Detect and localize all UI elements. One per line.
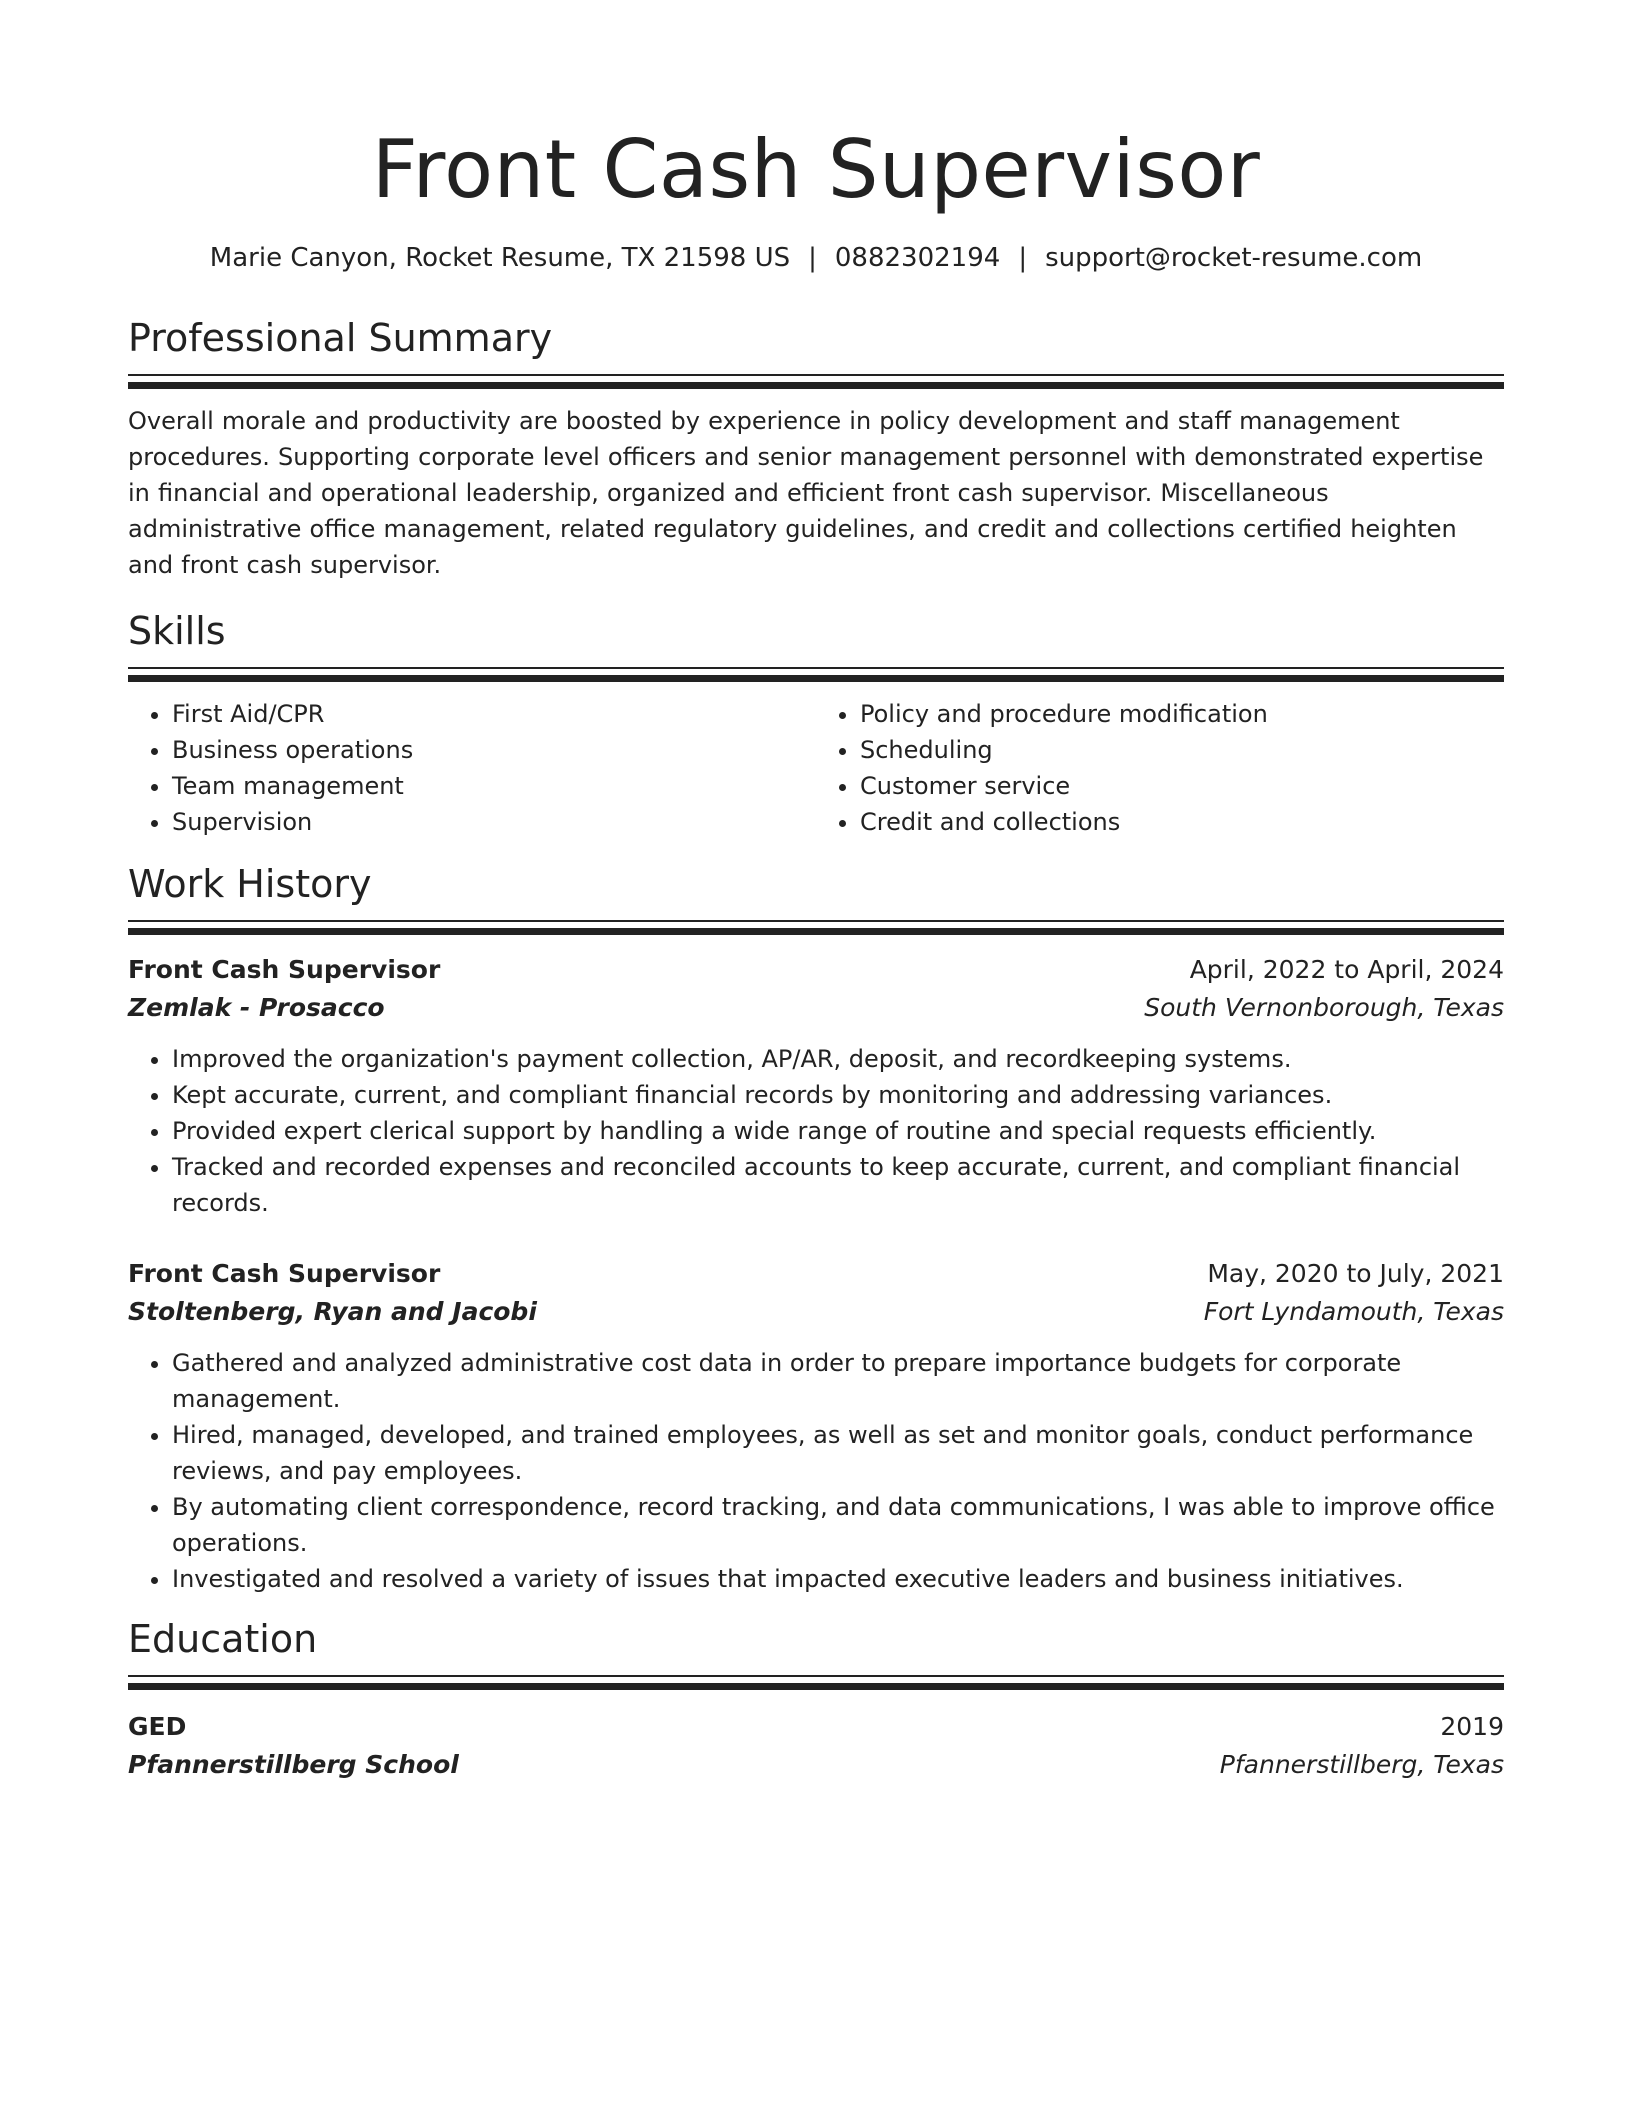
job-location: Fort Lyndamouth, Texas [1203, 1297, 1504, 1326]
job-bullet: • Investigated and resolved a variety of issues that impacted executive leaders and business initiatives. [172, 1561, 1504, 1597]
section-divider-thin [128, 920, 1504, 922]
skills-grid [128, 696, 1504, 840]
job-dates: May, 2020 to July, 2021 [1207, 1259, 1504, 1288]
job-bullets [128, 1345, 1504, 1597]
skills-heading: Skills [128, 609, 226, 653]
skill-item: • Credit and collections [860, 804, 1504, 840]
contact-separator: | [1018, 243, 1028, 273]
job-bullet: • Improved the organization's payment collection, AP/AR, deposit, and recordkeeping systems. [172, 1041, 1504, 1077]
work-history-heading: Work History [128, 862, 372, 906]
job-company-row [128, 989, 1504, 1027]
job-header-row [128, 951, 1504, 989]
job-bullet: • Provided expert clerical support by handling a wide range of routine and special requests efficiently. [172, 1113, 1504, 1149]
skill-item: • Team management [172, 768, 816, 804]
contact-line [128, 240, 1504, 276]
section-divider-thick [128, 675, 1504, 682]
section-divider-thick [128, 382, 1504, 389]
resume-title: Front Cash Supervisor [371, 123, 1261, 216]
contact-email: support@rocket-resume.com [1045, 243, 1423, 273]
summary-section [128, 314, 1504, 583]
skill-item: • Customer service [860, 768, 1504, 804]
section-divider-thick [128, 1683, 1504, 1690]
job-header-row [128, 1255, 1504, 1293]
contact-separator: | [808, 243, 817, 273]
summary-text: Overall morale and productivity are boosted by experience in policy development and staff management procedures. Supporting corporate level officers and senior management personnel with demonstrated expertise in financial and operational leadership, organized and efficient front cash supervisor. Miscellaneous administrative office management, related regulatory guidelines, and credit and collections certified heighten and front cash supervisor. [128, 407, 1484, 579]
education-school: Pfannerstillberg School [128, 1750, 459, 1779]
job-title: Front Cash Supervisor [128, 1259, 441, 1288]
skill-item: • First Aid/CPR [172, 696, 816, 732]
education-header-row [128, 1708, 1504, 1746]
job-bullet: • Gathered and analyzed administrative cost data in order to prepare importance budgets for corporate management. [172, 1345, 1504, 1417]
section-divider-thin [128, 374, 1504, 376]
education-entry [128, 1708, 1504, 1784]
job-company-row [128, 1293, 1504, 1331]
skills-section [128, 607, 1504, 840]
job-dates: April, 2022 to April, 2024 [1189, 955, 1504, 984]
job-entry [128, 1255, 1504, 1597]
education-school-row [128, 1746, 1504, 1784]
education-degree: GED [128, 1712, 187, 1741]
job-bullet: • Kept accurate, current, and compliant financial records by monitoring and addressing variances. [172, 1077, 1504, 1113]
contact-phone: 0882302194 [834, 243, 1001, 273]
skill-item: • Business operations [172, 732, 816, 768]
skill-item: • Policy and procedure modification [860, 696, 1504, 732]
job-company: Zemlak - Prosacco [128, 993, 385, 1022]
job-title: Front Cash Supervisor [128, 955, 441, 984]
skill-item: • Scheduling [860, 732, 1504, 768]
section-divider-thin [128, 1675, 1504, 1677]
job-location: South Vernonborough, Texas [1144, 993, 1504, 1022]
section-divider-thin [128, 667, 1504, 669]
skill-item: • Supervision [172, 804, 816, 840]
education-section [128, 1615, 1504, 1784]
job-entry [128, 951, 1504, 1221]
education-year: 2019 [1440, 1712, 1504, 1741]
summary-heading: Professional Summary [128, 316, 553, 360]
job-company: Stoltenberg, Ryan and Jacobi [128, 1297, 537, 1326]
work-history-section [128, 860, 1504, 1597]
section-divider-thick [128, 928, 1504, 935]
skills-column-left [128, 696, 816, 840]
education-location: Pfannerstillberg, Texas [1219, 1750, 1504, 1779]
job-bullet: • Tracked and recorded expenses and reconciled accounts to keep accurate, current, and compliant financial records. [172, 1149, 1504, 1221]
job-bullets [128, 1041, 1504, 1221]
education-heading: Education [128, 1617, 318, 1661]
job-bullet: • By automating client correspondence, record tracking, and data communications, I was able to improve office operations. [172, 1489, 1504, 1561]
contact-address: Marie Canyon, Rocket Resume, TX 21598 US [209, 243, 791, 273]
job-bullet: • Hired, managed, developed, and trained employees, as well as set and monitor goals, conduct performance reviews, and pay employees. [172, 1417, 1504, 1489]
skills-column-right [816, 696, 1504, 840]
